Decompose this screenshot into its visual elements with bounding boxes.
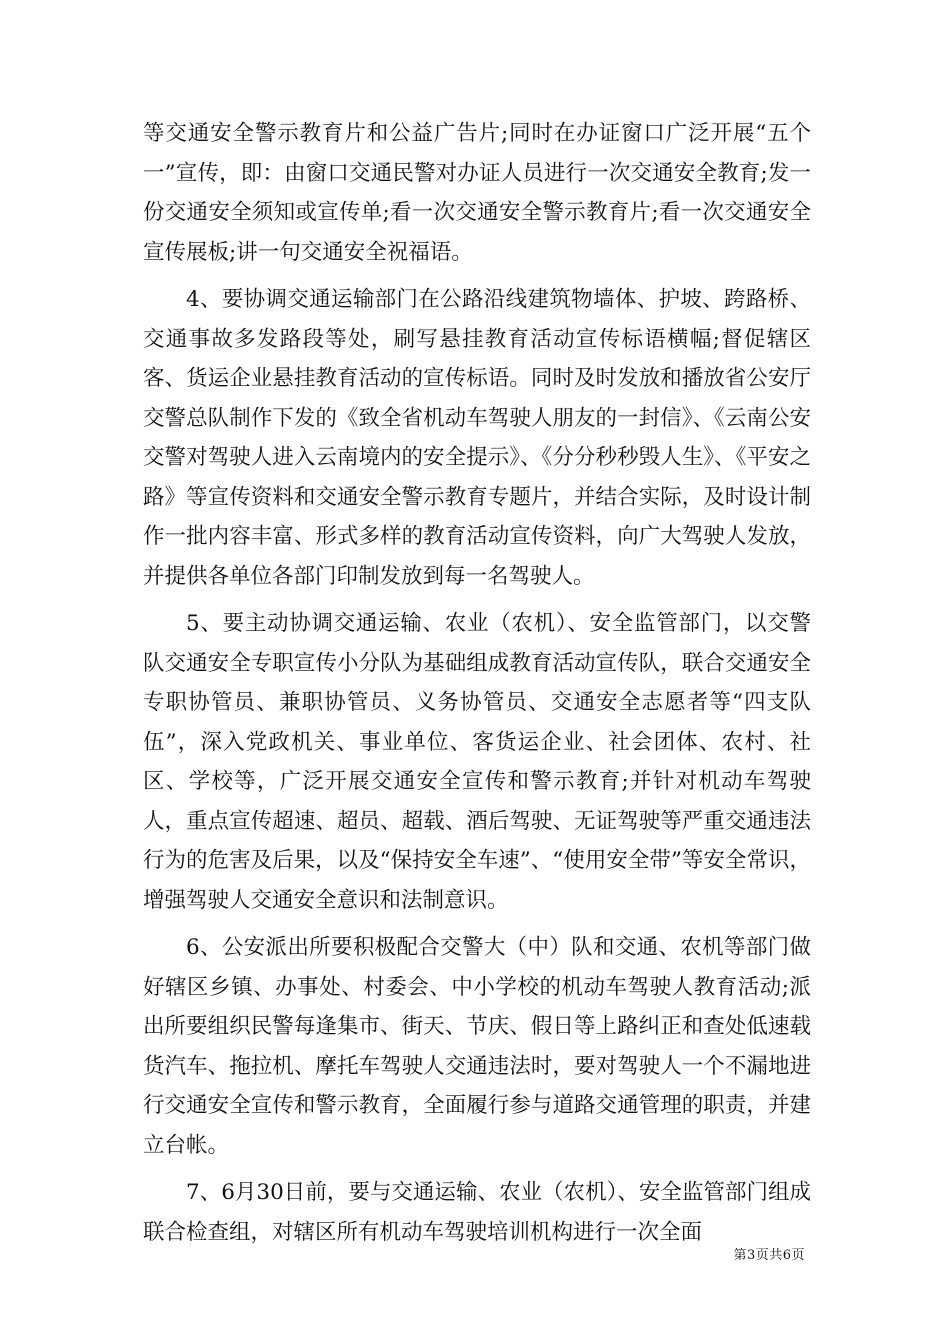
paragraph-item-4: 4、要协调交通运输部门在公路沿线建筑物墙体、护坡、跨路桥、交通事故多发路段等处，刷写悬挂教育活动宣传标语横幅;督促辖区客、货运企业悬挂教育活动的宣传标语。同时及时发放和播放省公安厅交警总队制作下发的《致全省机动车驾驶人朋友的一封信》、《云南公安交警对驾驶人进入云南境内的安全提示》、《分分秒秒毁人生》、《平安之路》等宣传资料和交通安全警示教育专题片，并结合实际，及时设计制作一批内容丰富、形式多样的教育活动宣传资料，向广大驾驶人发放，并提供各单位各部门印制发放到每一名驾驶人。	[143, 287, 811, 589]
paragraph-item-7: 7、6月30日前，要与交通运输、农业（农机）、安全监管部门组成联合检查组，对辖区所有机动车驾驶培训机构进行一次全面	[143, 1180, 811, 1245]
document-body	[143, 114, 811, 1260]
page-number-footer: 第3页共6页	[733, 1248, 805, 1263]
paragraph-item-5: 5、要主动协调交通运输、农业（农机）、安全监管部门，以交警队交通安全专职宣传小分队为基础组成教育活动宣传队，联合交通安全专职协管员、兼职协管员、义务协管员、交通安全志愿者等“四支队伍”，深入党政机关、事业单位、客货运企业、社会团体、农村、社区、学校等，广泛开展交通安全宣传和警示教育;并针对机动车驾驶人，重点宣传超速、超员、超载、酒后驾驶、无证驾驶等严重交通违法行为的危害及后果，以及“保持安全车速”、“使用安全带”等安全常识，增强驾驶人交通安全意识和法制意识。	[143, 611, 811, 913]
paragraph-continued: 等交通安全警示教育片和公益广告片;同时在办证窗口广泛开展“五个一”宣传，即：由窗口交通民警对办证人员进行一次交通安全教育;发一份交通安全须知或宣传单;看一次交通安全警示教育片;看一次交通安全宣传展板;讲一句交通安全祝福语。	[143, 121, 811, 265]
paragraph-item-6: 6、公安派出所要积极配合交警大（中）队和交通、农机等部门做好辖区乡镇、办事处、村委会、中小学校的机动车驾驶人教育活动;派出所要组织民警每逢集市、街天、节庆、假日等上路纠正和查处低速载货汽车、拖拉机、摩托车驾驶人交通违法时，要对驾驶人一个不漏地进行交通安全宣传和警示教育，全面履行参与道路交通管理的职责，并建立台帐。	[143, 935, 811, 1158]
